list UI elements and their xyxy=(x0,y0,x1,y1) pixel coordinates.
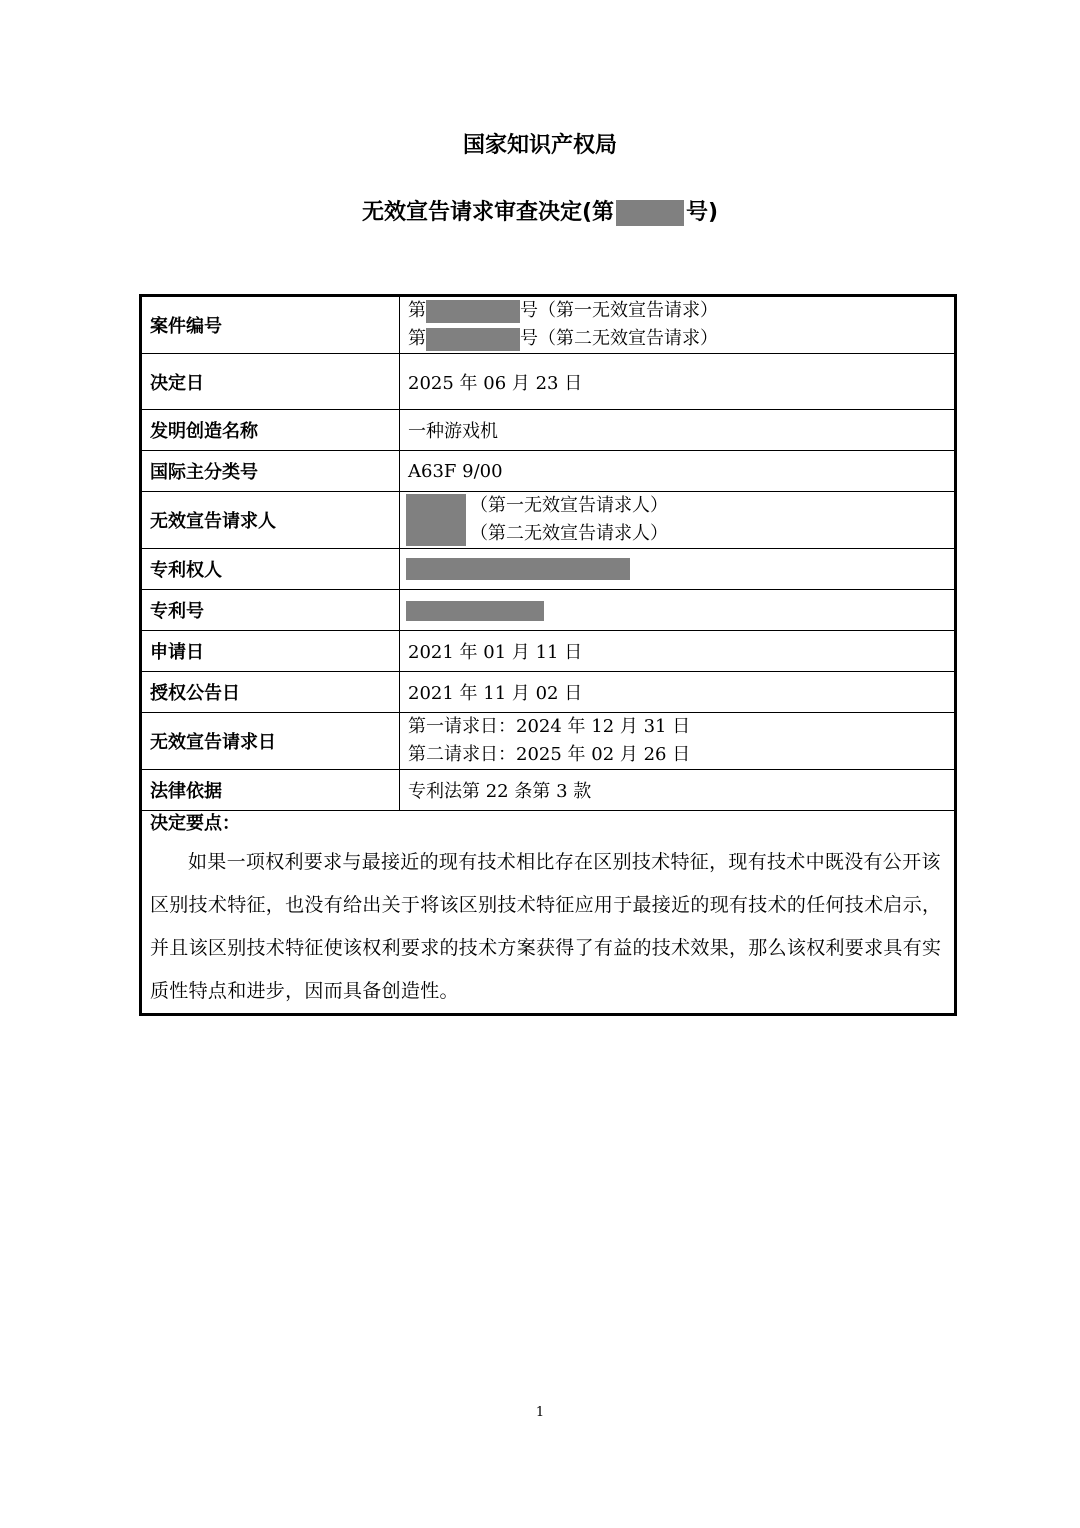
row-requester xyxy=(141,492,956,549)
patent-no-value xyxy=(400,590,956,631)
row-grant-date xyxy=(141,672,956,713)
agency-title: 国家知识产权局 xyxy=(462,133,617,158)
case-no-line-1-suffix: 号（第一无效宣告请求） xyxy=(520,300,718,321)
case-no-line-1 xyxy=(408,297,946,325)
key-points-label: 决定要点： xyxy=(150,813,240,834)
request-date-line-1: 第一请求日：2024 年 12 月 31 日 xyxy=(408,716,691,737)
requester-value xyxy=(400,492,956,549)
redacted-requester-names xyxy=(406,494,466,546)
invention-name-value: 一种游戏机 xyxy=(400,410,956,451)
requester-label: 无效宣告请求人 xyxy=(141,492,400,549)
requester-line-2: （第二无效宣告请求人） xyxy=(470,523,668,544)
row-case-no xyxy=(141,296,956,354)
row-invention-name xyxy=(141,410,956,451)
key-points-text: 如果一项权利要求与最接近的现有技术相比存在区别技术特征，现有技术中既没有公开该区别技术特征，也没有给出关于将该区别技术特征应用于最接近的现有技术的任何技术启示，并且该区别技术特征使该权利要求的技术方案获得了有益的技术效果，那么该权利要求具有实质性特点和进步，因而具备创造性。 xyxy=(150,851,942,1002)
ipc-value: A63F 9/00 xyxy=(400,451,956,492)
request-date-label: 无效宣告请求日 xyxy=(141,713,400,770)
page-number: 1 xyxy=(535,1405,545,1420)
grant-date-value: 2021 年 11 月 02 日 xyxy=(400,672,956,713)
redacted-case-no-1 xyxy=(426,300,520,323)
redacted-patentee xyxy=(406,558,630,580)
legal-basis-label: 法律依据 xyxy=(141,770,400,811)
decision-date-label: 决定日 xyxy=(141,354,400,410)
decision-date-value: 2025 年 06 月 23 日 xyxy=(400,354,956,410)
row-request-date xyxy=(141,713,956,770)
key-points-cell xyxy=(141,811,956,1015)
decision-title-suffix: 号) xyxy=(686,200,719,225)
ipc-label: 国际主分类号 xyxy=(141,451,400,492)
request-date-line-2: 第二请求日：2025 年 02 月 26 日 xyxy=(408,744,691,765)
row-legal-basis xyxy=(141,770,956,811)
case-no-line-2-prefix: 第 xyxy=(408,328,426,349)
row-filing-date xyxy=(141,631,956,672)
invention-name-label: 发明创造名称 xyxy=(141,410,400,451)
filing-date-value: 2021 年 01 月 11 日 xyxy=(400,631,956,672)
filing-date-label: 申请日 xyxy=(141,631,400,672)
decision-info-table xyxy=(139,294,957,1016)
case-no-line-2 xyxy=(408,325,946,353)
grant-date-label: 授权公告日 xyxy=(141,672,400,713)
row-ipc xyxy=(141,451,956,492)
legal-basis-value: 专利法第 22 条第 3 款 xyxy=(400,770,956,811)
redacted-case-no-2 xyxy=(426,328,520,351)
patent-no-label: 专利号 xyxy=(141,590,400,631)
redacted-decision-number xyxy=(616,200,684,226)
redacted-patent-no xyxy=(406,601,544,621)
decision-title-prefix: 无效宣告请求审查决定(第 xyxy=(361,200,614,225)
case-no-line-1-prefix: 第 xyxy=(408,300,426,321)
request-date-value xyxy=(400,713,956,770)
patentee-value xyxy=(400,549,956,590)
requester-line-1: （第一无效宣告请求人） xyxy=(470,495,668,516)
decision-title xyxy=(0,195,1080,226)
row-decision-date xyxy=(141,354,956,410)
case-no-value xyxy=(400,296,956,354)
row-key-points xyxy=(141,811,956,1015)
row-patent-no xyxy=(141,590,956,631)
row-patentee xyxy=(141,549,956,590)
patentee-label: 专利权人 xyxy=(141,549,400,590)
case-no-line-2-suffix: 号（第二无效宣告请求） xyxy=(520,328,718,349)
case-no-label: 案件编号 xyxy=(141,296,400,354)
